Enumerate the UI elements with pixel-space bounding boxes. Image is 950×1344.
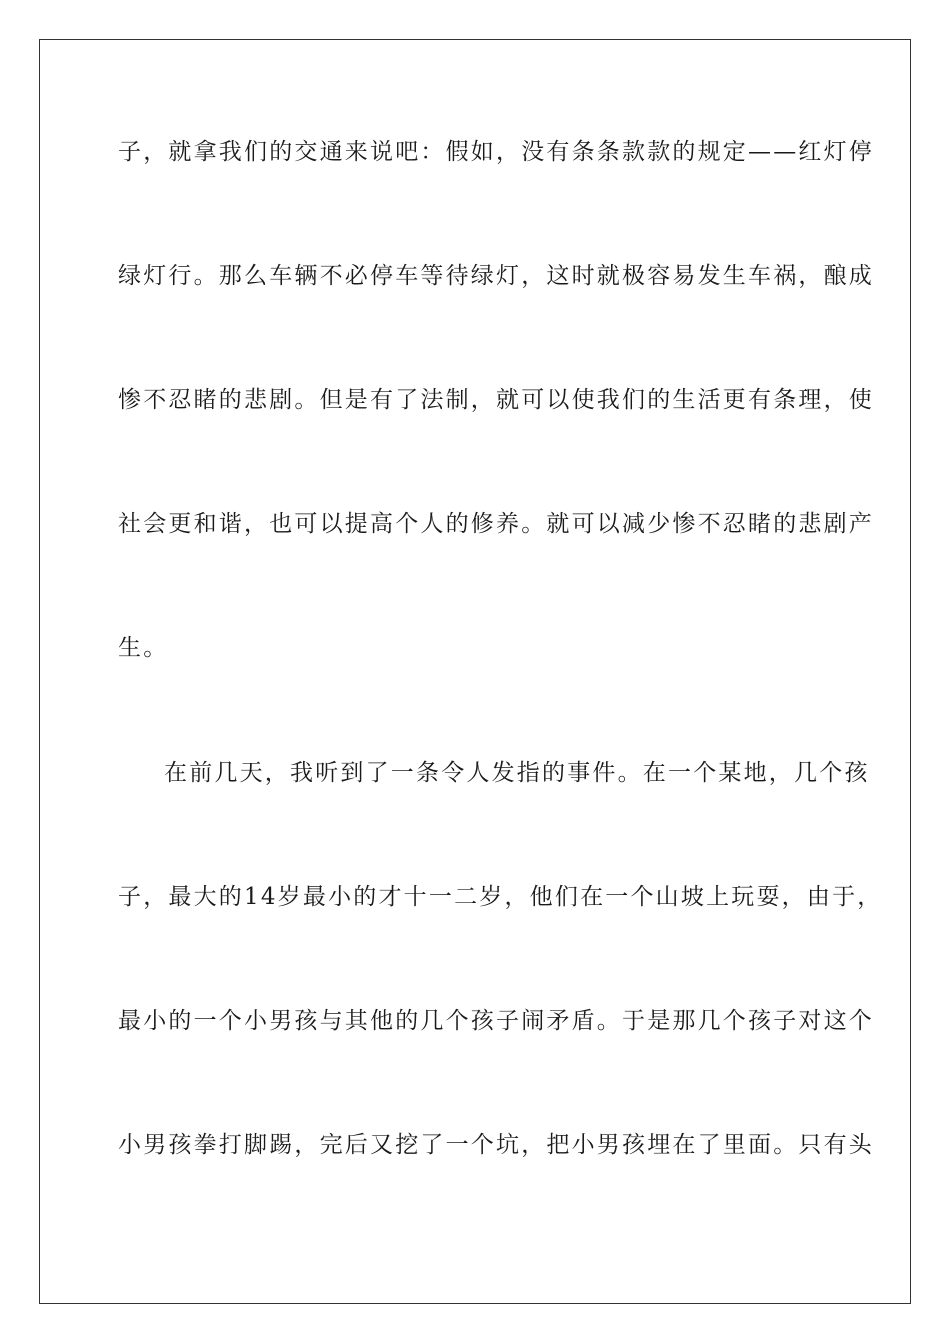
text-line-1: 子，就拿我们的交通来说吧：假如，没有条条款款的规定——红灯停 [118, 139, 874, 165]
text-line-4: 社会更和谐，也可以提高个人的修养。就可以减少惨不忍睹的悲剧产 [118, 511, 874, 537]
page-border [39, 39, 911, 1304]
text-line-7: 子，最大的14岁最小的才十一二岁，他们在一个山坡上玩耍，由于， [118, 884, 883, 910]
text-line-3: 惨不忍睹的悲剧。但是有了法制，就可以使我们的生活更有条理，使 [118, 387, 874, 413]
text-line-9: 小男孩拳打脚踢，完后又挖了一个坑，把小男孩埋在了里面。只有头 [118, 1132, 874, 1158]
text-line-2: 绿灯行。那么车辆不必停车等待绿灯，这时就极容易发生车祸，酿成 [118, 263, 874, 289]
text-line-5: 生。 [118, 635, 169, 661]
paragraph-start-line: 在前几天，我听到了一条令人发指的事件。在一个某地，几个孩 [164, 760, 870, 786]
text-line-8: 最小的一个小男孩与其他的几个孩子闹矛盾。于是那几个孩子对这个 [118, 1008, 874, 1034]
